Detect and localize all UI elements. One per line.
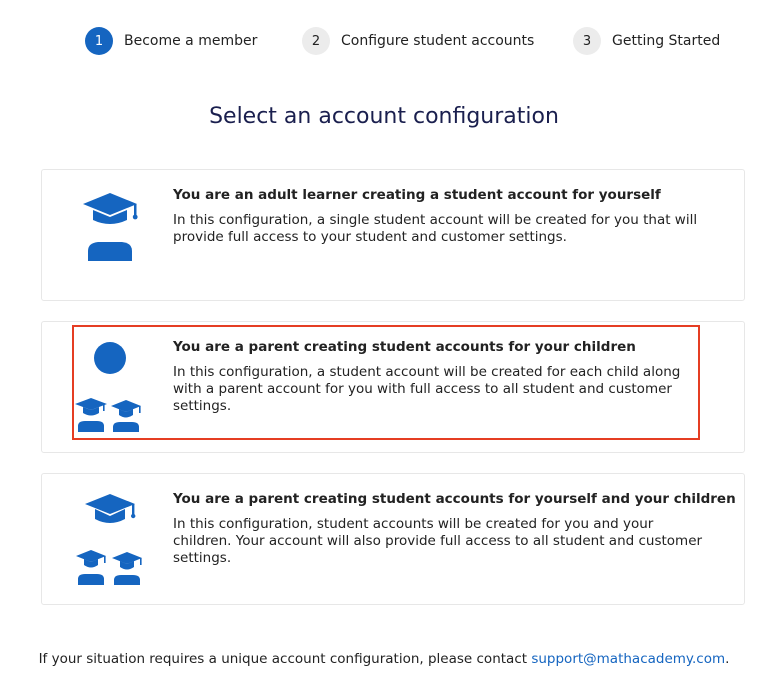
parent-with-children-icon [75, 340, 145, 436]
step-number-3: 3 [573, 27, 601, 55]
step-become-member[interactable] [85, 27, 257, 55]
option-description: In this configuration, a single student account will be created for you that will provide full access to your student and customer settings. [173, 212, 698, 245]
option-title: You are a parent creating student accounts for your children [173, 339, 636, 355]
graduate-parent-with-children-icon [75, 492, 145, 588]
step-label-1: Become a member [124, 33, 258, 49]
step-label-3: Getting Started [612, 33, 721, 49]
option-title: You are an adult learner creating a student account for yourself [173, 187, 661, 203]
option-description: In this configuration, student accounts will be created for you and your children. Your account will also provide full access to all student and customer settings. [173, 516, 703, 566]
page-title: Select an account configuration [209, 104, 559, 129]
option-card-parent-self-children[interactable] [41, 473, 745, 605]
step-number-1: 1 [85, 27, 113, 55]
footer-text: If your situation requires a unique account configuration, please contact [38, 651, 532, 667]
option-description: In this configuration, a student account will be created for each child along with a parent account for you with full access to all student and customer settings. [173, 364, 681, 414]
option-card-parent-children[interactable] [41, 321, 745, 453]
footer-suffix: . [725, 651, 730, 667]
option-card-adult-learner[interactable] [41, 169, 745, 301]
graduate-student-icon [75, 188, 145, 284]
step-number-2: 2 [302, 27, 330, 55]
step-configure-accounts[interactable] [302, 27, 534, 55]
option-title: You are a parent creating student accounts for yourself and your children [173, 491, 736, 507]
step-label-2: Configure student accounts [341, 33, 535, 49]
footer-note [0, 651, 768, 667]
step-getting-started[interactable] [573, 27, 720, 55]
progress-stepper [0, 27, 768, 55]
support-email-link[interactable]: support@mathacademy.com [531, 651, 726, 667]
